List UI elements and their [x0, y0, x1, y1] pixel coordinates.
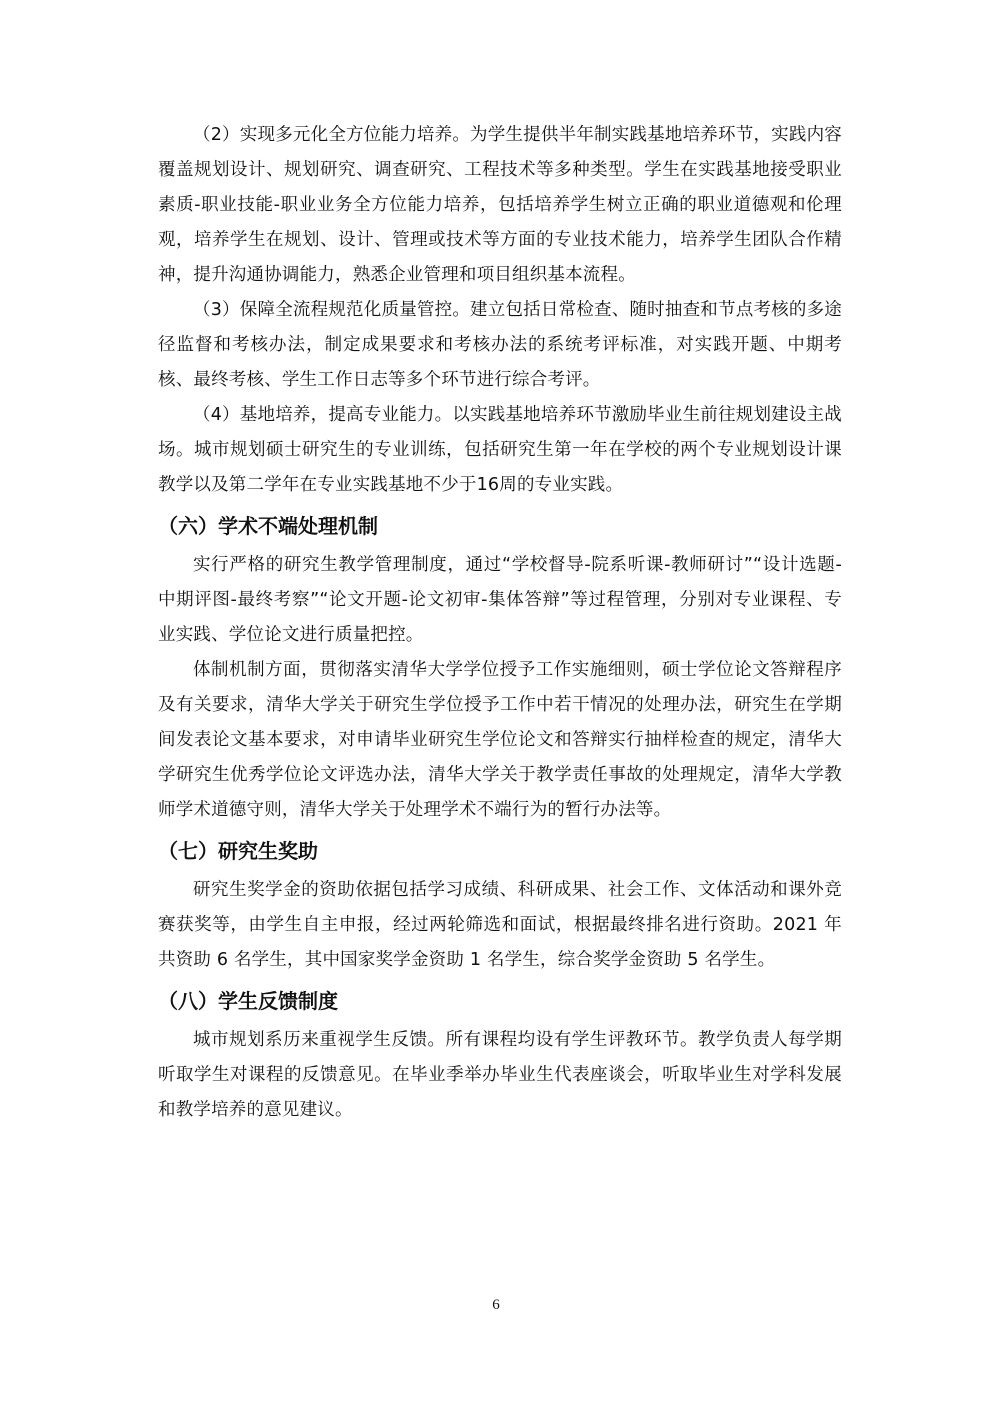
- paragraph-quality-control: （3）保障全流程规范化质量管控。建立包括日常检查、随时抽查和节点考核的多途径监督和考核办法，制定成果要求和考核办法的系统考评标准，对实践开题、中期考核、最终考核、学生工作日志等多个环节进行综合考评。: [158, 300, 842, 390]
- document-body: [158, 118, 842, 1128]
- paragraph-scholarship: 研究生奖学金的资助依据包括学习成绩、科研成果、社会工作、文体活动和课外竞赛获奖等，由学生自主申报，经过两轮筛选和面试，根据最终排名进行资助。2021 年共资助 6 名学生，其中国家奖学金资助 1 名学生，综合奖学金资助 5 名学生。: [158, 880, 842, 970]
- section-heading-academic-misconduct: （六）学术不端处理机制: [158, 514, 378, 538]
- paragraph-base-training: （4）基地培养，提高专业能力。以实践基地培养环节激励毕业生前往规划建设主战场。城市规划硕士研究生的专业训练，包括研究生第一年在学校的两个专业规划设计课教学以及第二学年在专业实践基地不少于16周的专业实践。: [158, 405, 842, 495]
- paragraph-institutional-mechanism: 体制机制方面，贯彻落实清华大学学位授予工作实施细则，硕士学位论文答辩程序及有关要求，清华大学关于研究生学位授予工作中若干情况的处理办法，研究生在学期间发表论文基本要求，对申请毕业研究生学位论文和答辩实行抽样检查的规定，清华大学研究生优秀学位论文评选办法，清华大学关于教学责任事故的处理规定，清华大学教师学术道德守则，清华大学关于处理学术不端行为的暂行办法等。: [158, 660, 842, 820]
- paragraph-practice-ability: （2）实现多元化全方位能力培养。为学生提供半年制实践基地培养环节，实践内容覆盖规划设计、规划研究、调查研究、工程技术等多种类型。学生在实践基地接受职业素质-职业技能-职业业务全方位能力培养，包括培养学生树立正确的职业道德观和伦理观，培养学生在规划、设计、管理或技术等方面的专业技术能力，培养学生团队合作精神，提升沟通协调能力，熟悉企业管理和项目组织基本流程。: [158, 125, 842, 285]
- page-number: 6: [492, 1297, 500, 1313]
- section-heading-graduate-awards: （七）研究生奖助: [158, 839, 318, 863]
- section-heading-student-feedback: （八）学生反馈制度: [158, 989, 338, 1013]
- paragraph-feedback: 城市规划系历来重视学生反馈。所有课程均设有学生评教环节。教学负责人每学期听取学生对课程的反馈意见。在毕业季举办毕业生代表座谈会，听取毕业生对学科发展和教学培养的意见建议。: [158, 1030, 842, 1120]
- paragraph-teaching-management: 实行严格的研究生教学管理制度，通过“学校督导-院系听课-教师研讨”“设计选题-中期评图-最终考察”“论文开题-论文初审-集体答辩”等过程管理，分别对专业课程、专业实践、学位论文进行质量把控。: [158, 555, 842, 645]
